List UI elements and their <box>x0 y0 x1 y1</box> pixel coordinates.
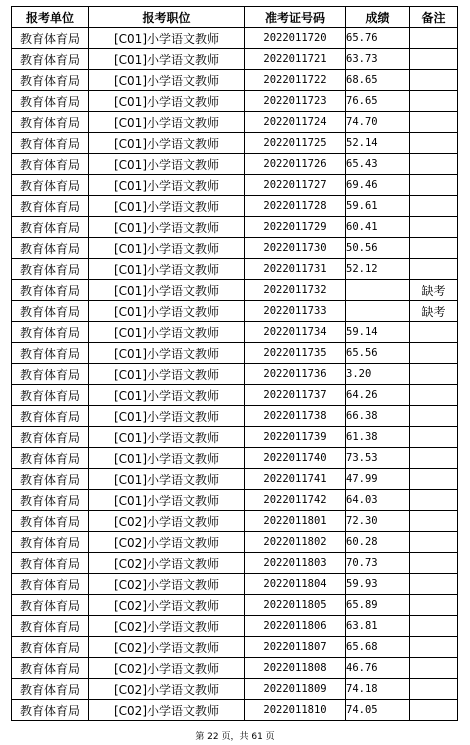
cell-ticket-number: 2022011733 <box>245 301 346 322</box>
cell-unit: 教育体育局 <box>12 574 89 595</box>
cell-remarks <box>410 406 458 427</box>
table-row <box>12 658 458 679</box>
cell-unit: 教育体育局 <box>12 91 89 112</box>
cell-ticket-number: 2022011730 <box>245 238 346 259</box>
table-row <box>12 280 458 301</box>
cell-position: [C02]小学语文教师 <box>89 679 245 700</box>
cell-position: [C02]小学语文教师 <box>89 532 245 553</box>
cell-position: [C01]小学语文教师 <box>89 448 245 469</box>
cell-score: 63.81 <box>346 616 410 637</box>
cell-remarks <box>410 574 458 595</box>
table-row <box>12 196 458 217</box>
table-row <box>12 175 458 196</box>
cell-score: 46.76 <box>346 658 410 679</box>
cell-remarks <box>410 217 458 238</box>
cell-remarks <box>410 322 458 343</box>
cell-unit: 教育体育局 <box>12 238 89 259</box>
header-position: 报考职位 <box>89 7 245 28</box>
cell-score <box>346 280 410 301</box>
cell-ticket-number: 2022011723 <box>245 91 346 112</box>
table-row <box>12 511 458 532</box>
cell-score: 3.20 <box>346 364 410 385</box>
table-row <box>12 91 458 112</box>
cell-position: [C02]小学语文教师 <box>89 700 245 721</box>
cell-remarks <box>410 490 458 511</box>
table-row <box>12 595 458 616</box>
cell-score: 60.28 <box>346 532 410 553</box>
cell-remarks <box>410 343 458 364</box>
cell-score: 59.14 <box>346 322 410 343</box>
cell-unit: 教育体育局 <box>12 154 89 175</box>
cell-unit: 教育体育局 <box>12 616 89 637</box>
cell-score: 50.56 <box>346 238 410 259</box>
cell-position: [C01]小学语文教师 <box>89 91 245 112</box>
cell-position: [C01]小学语文教师 <box>89 343 245 364</box>
table-row <box>12 112 458 133</box>
cell-position: [C01]小学语文教师 <box>89 217 245 238</box>
cell-position: [C02]小学语文教师 <box>89 658 245 679</box>
cell-unit: 教育体育局 <box>12 700 89 721</box>
cell-ticket-number: 2022011802 <box>245 532 346 553</box>
cell-remarks <box>410 259 458 280</box>
cell-unit: 教育体育局 <box>12 322 89 343</box>
table-row <box>12 553 458 574</box>
cell-remarks <box>410 616 458 637</box>
page-number: 第 22 页，共 61 页 <box>195 732 275 742</box>
table-row <box>12 448 458 469</box>
cell-unit: 教育体育局 <box>12 133 89 154</box>
cell-remarks <box>410 637 458 658</box>
cell-position: [C01]小学语文教师 <box>89 301 245 322</box>
table-row <box>12 343 458 364</box>
cell-unit: 教育体育局 <box>12 217 89 238</box>
cell-ticket-number: 2022011722 <box>245 70 346 91</box>
header-ticket-number: 准考证号码 <box>245 7 346 28</box>
cell-remarks <box>410 658 458 679</box>
cell-ticket-number: 2022011808 <box>245 658 346 679</box>
cell-position: [C01]小学语文教师 <box>89 238 245 259</box>
cell-score: 76.65 <box>346 91 410 112</box>
cell-ticket-number: 2022011806 <box>245 616 346 637</box>
cell-unit: 教育体育局 <box>12 511 89 532</box>
cell-unit: 教育体育局 <box>12 49 89 70</box>
table-row <box>12 574 458 595</box>
table-row <box>12 154 458 175</box>
cell-ticket-number: 2022011720 <box>245 28 346 49</box>
cell-score: 59.93 <box>346 574 410 595</box>
table-row <box>12 133 458 154</box>
header-score: 成绩 <box>346 7 410 28</box>
cell-remarks <box>410 133 458 154</box>
cell-ticket-number: 2022011734 <box>245 322 346 343</box>
table-row <box>12 238 458 259</box>
cell-ticket-number: 2022011810 <box>245 700 346 721</box>
cell-remarks <box>410 154 458 175</box>
cell-score: 69.46 <box>346 175 410 196</box>
cell-ticket-number: 2022011739 <box>245 427 346 448</box>
cell-unit: 教育体育局 <box>12 679 89 700</box>
cell-position: [C01]小学语文教师 <box>89 196 245 217</box>
cell-remarks <box>410 532 458 553</box>
table-row <box>12 469 458 490</box>
cell-score: 66.38 <box>346 406 410 427</box>
cell-remarks <box>410 595 458 616</box>
cell-remarks <box>410 469 458 490</box>
cell-unit: 教育体育局 <box>12 28 89 49</box>
cell-remarks <box>410 511 458 532</box>
cell-position: [C01]小学语文教师 <box>89 385 245 406</box>
cell-position: [C01]小学语文教师 <box>89 133 245 154</box>
cell-unit: 教育体育局 <box>12 112 89 133</box>
cell-ticket-number: 2022011725 <box>245 133 346 154</box>
cell-unit: 教育体育局 <box>12 406 89 427</box>
cell-ticket-number: 2022011741 <box>245 469 346 490</box>
table-row <box>12 427 458 448</box>
cell-score: 63.73 <box>346 49 410 70</box>
cell-ticket-number: 2022011728 <box>245 196 346 217</box>
cell-ticket-number: 2022011726 <box>245 154 346 175</box>
cell-remarks: 缺考 <box>410 301 458 322</box>
cell-position: [C01]小学语文教师 <box>89 259 245 280</box>
table-row <box>12 217 458 238</box>
cell-unit: 教育体育局 <box>12 595 89 616</box>
cell-remarks <box>410 679 458 700</box>
cell-ticket-number: 2022011801 <box>245 511 346 532</box>
cell-remarks <box>410 91 458 112</box>
cell-score: 65.43 <box>346 154 410 175</box>
cell-position: [C01]小学语文教师 <box>89 322 245 343</box>
table-row <box>12 532 458 553</box>
cell-unit: 教育体育局 <box>12 280 89 301</box>
table-body <box>12 28 458 721</box>
cell-score: 65.68 <box>346 637 410 658</box>
cell-position: [C01]小学语文教师 <box>89 427 245 448</box>
table-row <box>12 637 458 658</box>
cell-remarks <box>410 196 458 217</box>
cell-remarks: 缺考 <box>410 280 458 301</box>
cell-unit: 教育体育局 <box>12 301 89 322</box>
cell-ticket-number: 2022011804 <box>245 574 346 595</box>
cell-remarks <box>410 112 458 133</box>
cell-score: 61.38 <box>346 427 410 448</box>
cell-remarks <box>410 385 458 406</box>
cell-remarks <box>410 448 458 469</box>
cell-score: 72.30 <box>346 511 410 532</box>
cell-score: 65.76 <box>346 28 410 49</box>
cell-score: 60.41 <box>346 217 410 238</box>
cell-position: [C01]小学语文教师 <box>89 469 245 490</box>
cell-remarks <box>410 70 458 91</box>
results-table <box>11 6 458 721</box>
cell-unit: 教育体育局 <box>12 70 89 91</box>
table-row <box>12 700 458 721</box>
cell-position: [C01]小学语文教师 <box>89 112 245 133</box>
cell-position: [C01]小学语文教师 <box>89 364 245 385</box>
cell-position: [C02]小学语文教师 <box>89 574 245 595</box>
cell-remarks <box>410 28 458 49</box>
table-row <box>12 259 458 280</box>
cell-ticket-number: 2022011736 <box>245 364 346 385</box>
cell-ticket-number: 2022011721 <box>245 49 346 70</box>
cell-position: [C02]小学语文教师 <box>89 637 245 658</box>
table-row <box>12 406 458 427</box>
cell-unit: 教育体育局 <box>12 553 89 574</box>
table-row <box>12 28 458 49</box>
cell-ticket-number: 2022011740 <box>245 448 346 469</box>
cell-remarks <box>410 364 458 385</box>
cell-ticket-number: 2022011737 <box>245 385 346 406</box>
cell-unit: 教育体育局 <box>12 490 89 511</box>
cell-ticket-number: 2022011732 <box>245 280 346 301</box>
table-row <box>12 322 458 343</box>
cell-score: 74.05 <box>346 700 410 721</box>
cell-position: [C01]小学语文教师 <box>89 28 245 49</box>
cell-score <box>346 301 410 322</box>
cell-position: [C02]小学语文教师 <box>89 595 245 616</box>
cell-unit: 教育体育局 <box>12 343 89 364</box>
cell-remarks <box>410 175 458 196</box>
table-row <box>12 301 458 322</box>
cell-position: [C01]小学语文教师 <box>89 406 245 427</box>
cell-ticket-number: 2022011807 <box>245 637 346 658</box>
cell-ticket-number: 2022011803 <box>245 553 346 574</box>
cell-score: 64.26 <box>346 385 410 406</box>
cell-ticket-number: 2022011809 <box>245 679 346 700</box>
cell-unit: 教育体育局 <box>12 385 89 406</box>
cell-unit: 教育体育局 <box>12 364 89 385</box>
cell-remarks <box>410 700 458 721</box>
table-row <box>12 679 458 700</box>
cell-ticket-number: 2022011805 <box>245 595 346 616</box>
cell-position: [C01]小学语文教师 <box>89 49 245 70</box>
table-row <box>12 49 458 70</box>
cell-position: [C02]小学语文教师 <box>89 511 245 532</box>
cell-remarks <box>410 49 458 70</box>
table-header-row <box>12 7 458 28</box>
table-row <box>12 364 458 385</box>
cell-ticket-number: 2022011727 <box>245 175 346 196</box>
cell-unit: 教育体育局 <box>12 259 89 280</box>
cell-position: [C01]小学语文教师 <box>89 70 245 91</box>
cell-ticket-number: 2022011731 <box>245 259 346 280</box>
cell-remarks <box>410 553 458 574</box>
cell-unit: 教育体育局 <box>12 637 89 658</box>
cell-ticket-number: 2022011742 <box>245 490 346 511</box>
cell-unit: 教育体育局 <box>12 532 89 553</box>
table-row <box>12 385 458 406</box>
cell-position: [C01]小学语文教师 <box>89 490 245 511</box>
cell-score: 52.14 <box>346 133 410 154</box>
header-unit: 报考单位 <box>12 7 89 28</box>
cell-unit: 教育体育局 <box>12 427 89 448</box>
cell-ticket-number: 2022011729 <box>245 217 346 238</box>
cell-score: 64.03 <box>346 490 410 511</box>
cell-score: 47.99 <box>346 469 410 490</box>
cell-unit: 教育体育局 <box>12 196 89 217</box>
cell-score: 73.53 <box>346 448 410 469</box>
cell-unit: 教育体育局 <box>12 469 89 490</box>
cell-score: 68.65 <box>346 70 410 91</box>
cell-position: [C01]小学语文教师 <box>89 280 245 301</box>
cell-unit: 教育体育局 <box>12 175 89 196</box>
cell-score: 65.56 <box>346 343 410 364</box>
cell-position: [C01]小学语文教师 <box>89 175 245 196</box>
cell-score: 65.89 <box>346 595 410 616</box>
header-remarks: 备注 <box>410 7 458 28</box>
cell-position: [C02]小学语文教师 <box>89 616 245 637</box>
table-row <box>12 616 458 637</box>
cell-ticket-number: 2022011735 <box>245 343 346 364</box>
cell-ticket-number: 2022011738 <box>245 406 346 427</box>
cell-unit: 教育体育局 <box>12 658 89 679</box>
cell-score: 70.73 <box>346 553 410 574</box>
cell-unit: 教育体育局 <box>12 448 89 469</box>
cell-ticket-number: 2022011724 <box>245 112 346 133</box>
cell-score: 59.61 <box>346 196 410 217</box>
cell-remarks <box>410 427 458 448</box>
cell-score: 52.12 <box>346 259 410 280</box>
cell-remarks <box>410 238 458 259</box>
cell-position: [C02]小学语文教师 <box>89 553 245 574</box>
table-row <box>12 70 458 91</box>
cell-score: 74.18 <box>346 679 410 700</box>
cell-score: 74.70 <box>346 112 410 133</box>
cell-position: [C01]小学语文教师 <box>89 154 245 175</box>
table-row <box>12 490 458 511</box>
